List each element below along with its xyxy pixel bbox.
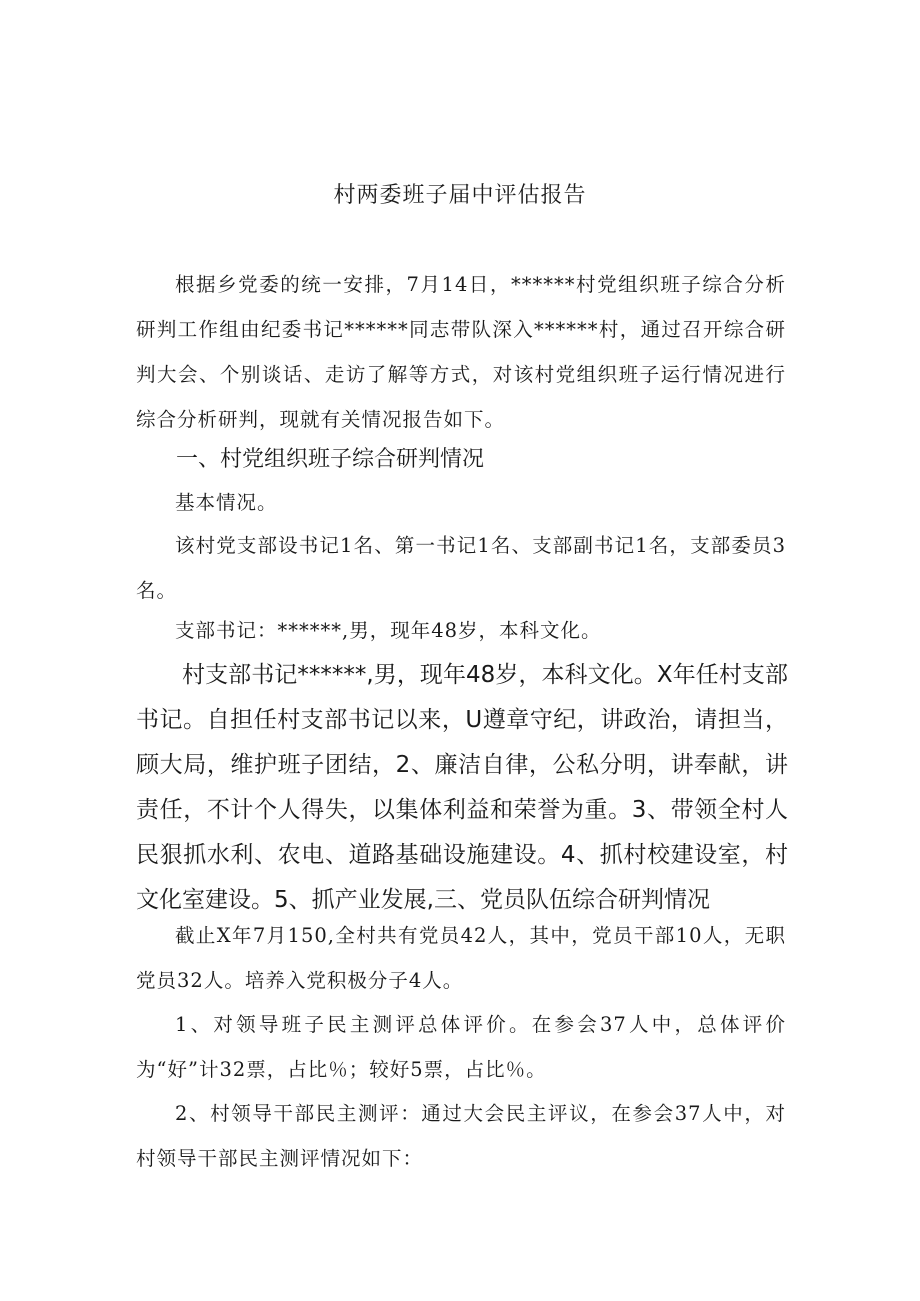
basic-info-label: 基本情况。: [175, 491, 278, 514]
members-paragraph: 截止X年7月150,全村共有党员42人，其中，党员干部10人，无职党员32人。培养入党积极分子4人。: [136, 924, 786, 992]
intro-paragraph: 根据乡党委的统一安排，7月14日，******村党组织班子综合分析研判工作组由纪委书记******同志带队深入******村，通过召开综合研判大会、个别谈话、走访了解等方式，对该村党组织班子运行情况进行综合分析研判，现就有关情况报告如下。: [136, 273, 786, 431]
evaluation-2-paragraph: 2、村领导干部民主测评：通过大会民主评议，在参会37人中，对村领导干部民主测评情况如下：: [136, 1102, 786, 1170]
document-title: 村两委班子届中评估报告: [333, 183, 587, 208]
secretary-paragraph: 支部书记：******,男，现年48岁，本科文化。: [175, 619, 602, 642]
secretary-detail-paragraph: 村支部书记******,男，现年48岁，本科文化。X年任村支部书记。自担任村支部书记以来，U遵章守纪，讲政治，请担当，顾大局，维护班子团结，2、廉洁自律，公私分明，讲奉献，讲责任，不计个人得失，以集体利益和荣誉为重。3、带领全村人民狠抓水利、农电、道路基础设施建设。4、抓村校建设室，村文化室建设。5、抓产业发展,三、党员队伍综合研判情况: [136, 662, 788, 913]
evaluation-1-paragraph: 1、对领导班子民主测评总体评价。在参会37人中，总体评价为“好”计32票，占比％；较好5票，占比％。: [136, 1013, 786, 1081]
composition-paragraph: 该村党支部设书记1名、第一书记1名、支部副书记1名，支部委员3名。: [136, 534, 786, 602]
section1-heading: 一、村党组织班子综合研判情况: [176, 447, 485, 472]
